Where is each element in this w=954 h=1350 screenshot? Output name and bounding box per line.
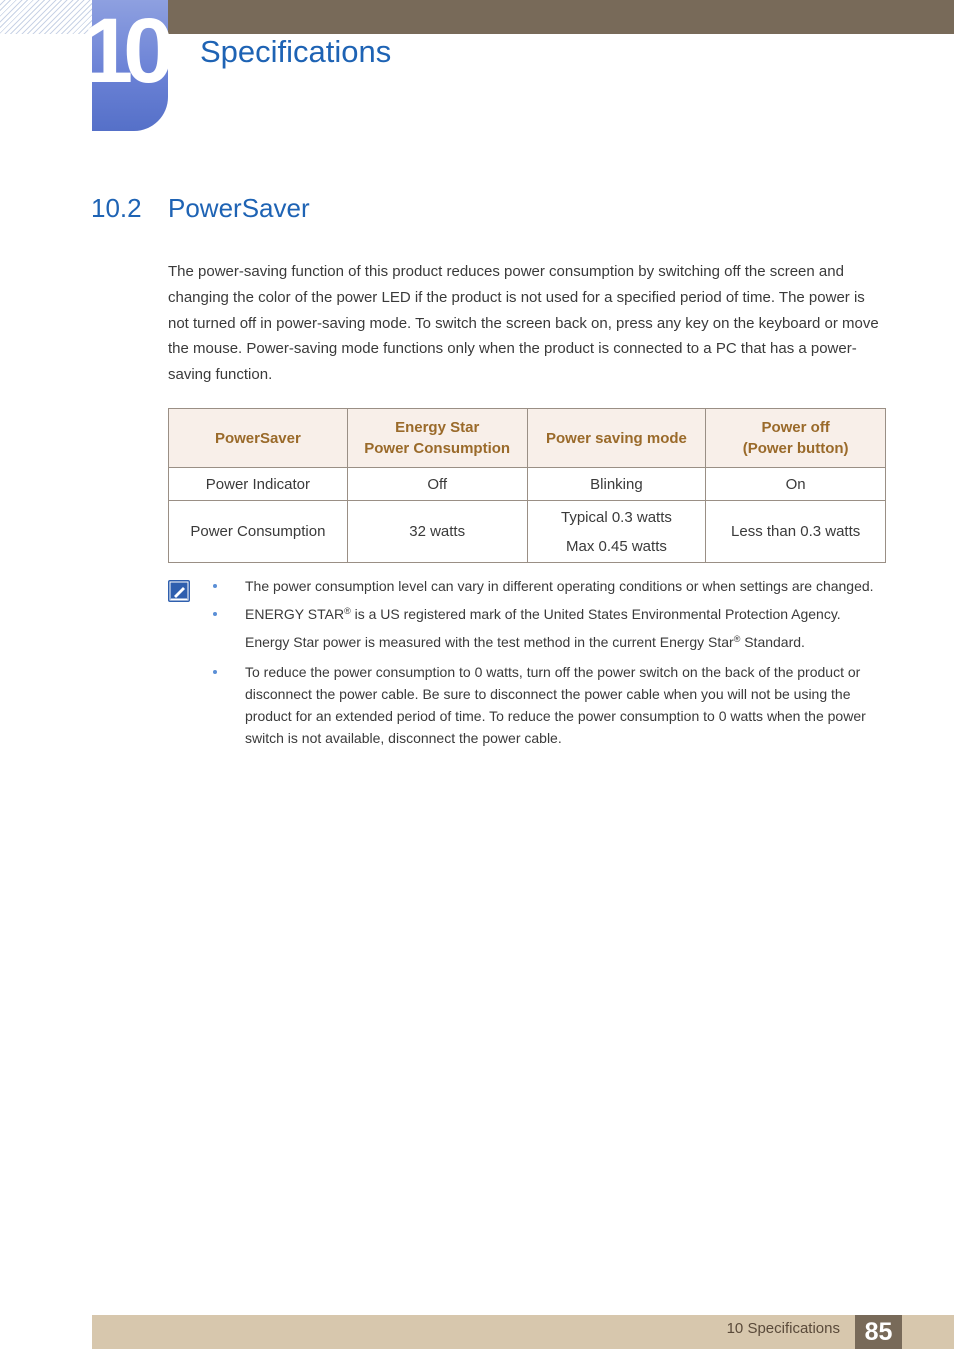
note-pencil-icon xyxy=(168,580,190,602)
header-energy-star xyxy=(347,409,527,468)
note-subtext xyxy=(212,631,888,653)
section-number: 10.2 xyxy=(91,193,142,223)
list-item xyxy=(212,661,888,749)
header-powersaver: PowerSaver xyxy=(169,409,348,468)
intro-paragraph: The power-saving function of this product reduces power consumption by switching off the screen and changing the color of the power LED if the product is not used for a specified period of time. The power is not turned off in power-saving mode. To switch the screen back on, press any key on the keyboard or move the mouse. Power-saving mode functions only when the product is connected to a PC that has a power-saving function. xyxy=(168,263,879,384)
header-bar xyxy=(92,0,954,34)
header-power-off-line2: (Power button) xyxy=(742,440,849,457)
table-row xyxy=(169,501,886,563)
note-text: To reduce the power consumption to 0 watts, turn off the power switch on the back of the product or disconnect the power cable. Be sure to disconnect the power cable when you will not be using the product for an extended period of time. To reduce the power consumption to 0 watts when the power switch is not available, disconnect the power cable. xyxy=(245,664,866,746)
header-power-off-line1: Power off xyxy=(761,419,830,436)
cell-power-off: On xyxy=(706,468,886,501)
chapter-number: 10 xyxy=(82,0,165,102)
footer-chapter-label: 10 Specifications xyxy=(726,1320,840,1337)
chapter-number-block xyxy=(82,0,168,131)
cell-row-label: Power Consumption xyxy=(169,501,348,563)
cell-energy-star: 32 watts xyxy=(347,501,527,563)
cell-row-label: Power Indicator xyxy=(169,468,348,501)
section-heading xyxy=(91,193,310,224)
chapter-title: Specifications xyxy=(200,34,392,69)
list-item xyxy=(212,603,888,625)
registered-mark: ® xyxy=(733,634,741,644)
section-title: PowerSaver xyxy=(168,193,310,223)
note-text: ENERGY STAR xyxy=(245,606,345,622)
cell-saving-mode xyxy=(527,501,706,563)
note-subtext-text: Energy Star power is measured with the test method in the current Energy Star xyxy=(245,634,734,650)
table-row xyxy=(169,468,886,501)
list-item xyxy=(212,575,888,597)
bullet-icon xyxy=(213,584,217,588)
cell-saving-mode-line2: Max 0.45 watts xyxy=(565,537,667,555)
table-header-row xyxy=(169,409,886,468)
registered-mark: ® xyxy=(344,606,351,616)
bullet-icon xyxy=(213,612,217,616)
bullet-icon xyxy=(213,670,217,674)
note-text: is a US registered mark of the United States Environmental Protection Agency. xyxy=(350,606,841,622)
header-power-off xyxy=(706,409,886,468)
cell-energy-star: Off xyxy=(347,468,527,501)
note-text: The power consumption level can vary in different operating conditions or when settings are changed. xyxy=(245,578,874,594)
header-energy-star-line2: Power Consumption xyxy=(364,440,511,457)
header-energy-star-line1: Energy Star xyxy=(395,419,480,436)
cell-power-off: Less than 0.3 watts xyxy=(706,501,886,563)
powersaver-table xyxy=(168,408,886,563)
note-subtext-text: Standard. xyxy=(740,634,805,650)
cell-saving-mode: Blinking xyxy=(527,468,706,501)
header-power-saving-mode: Power saving mode xyxy=(527,409,706,468)
cell-saving-mode-line1: Typical 0.3 watts xyxy=(560,508,672,526)
notes-list xyxy=(212,575,888,755)
page-number: 85 xyxy=(855,1315,902,1349)
header-hatch-decoration xyxy=(0,0,92,34)
